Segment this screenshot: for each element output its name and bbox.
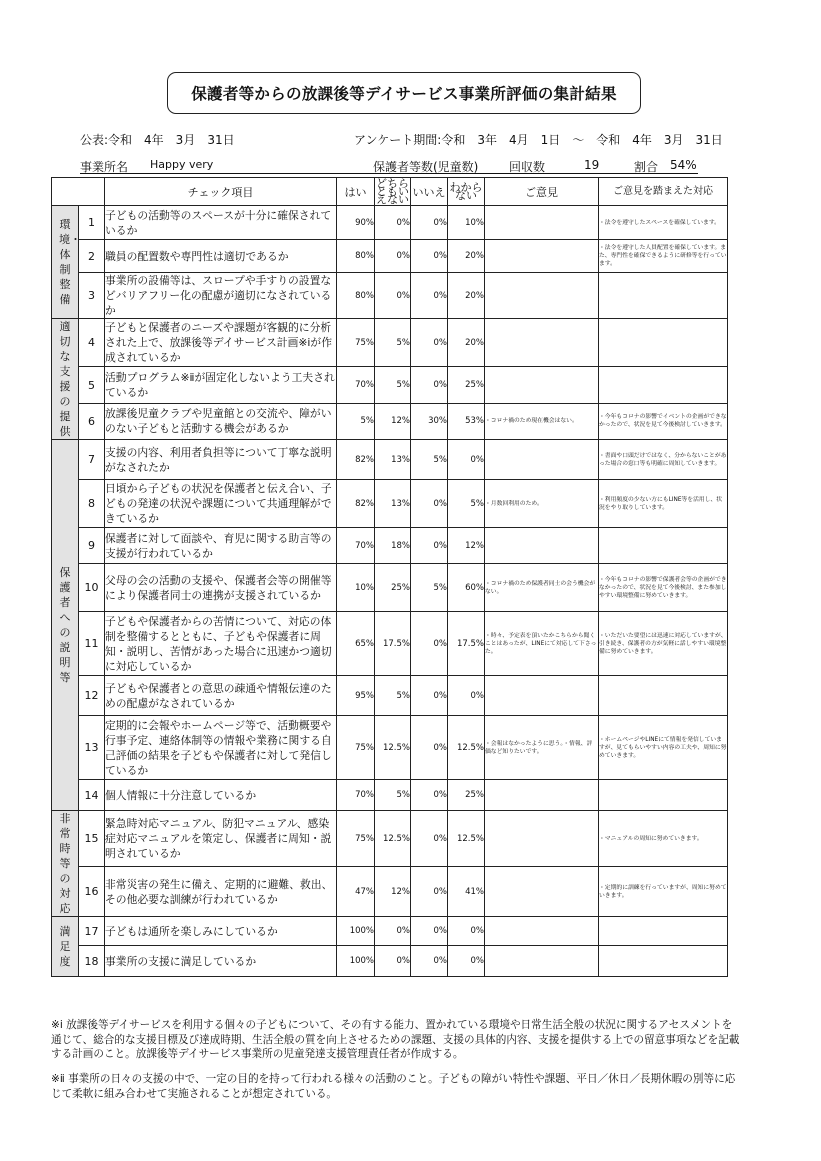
yes-percent: 82% xyxy=(337,480,375,528)
publication-date: 公表:令和 4年 3月 31日 xyxy=(80,133,235,147)
neutral-percent: 0% xyxy=(375,273,411,319)
meta-underline xyxy=(80,173,698,174)
note-2: ※ⅱ 事業所の日々の支援の中で、一定の目的を持って行われる様々の活動のこと。子どもの障がい特性や課題、平日／休日／長期休暇の別等に応じて柔軟に組み合わせて実施されることが想定されている。 xyxy=(51,1073,736,1100)
neutral-percent: 12% xyxy=(375,867,411,917)
unknown-percent: 12.5% xyxy=(448,716,485,780)
opinion-text xyxy=(485,676,599,716)
unknown-percent: 17.5% xyxy=(448,612,485,676)
no-percent: 0% xyxy=(411,946,448,977)
guardians-label: 保護者等数(児童数) xyxy=(373,160,479,174)
item-number: 16 xyxy=(79,867,105,917)
header-row xyxy=(52,178,728,206)
category-text: 非常時等の対応 xyxy=(59,812,71,915)
unknown-percent: 10% xyxy=(448,206,485,240)
header-response: ご意見を踏まえた対応 xyxy=(599,178,728,206)
category-text: 満足度 xyxy=(59,925,71,968)
opinion-text xyxy=(485,811,599,867)
collected-value: 19 xyxy=(584,158,600,172)
opinion-text xyxy=(485,917,599,946)
item-number: 9 xyxy=(79,528,105,564)
item-text: 日頃から子どもの状況を保護者と伝え合い、子どもの発達の状況や課題について共通理解ができているか xyxy=(105,480,337,528)
yes-percent: 65% xyxy=(337,612,375,676)
response-text: ・法令を遵守した人員配置を確保しています。また、専門性を確保できるように研修等を行っています。 xyxy=(599,240,728,273)
neutral-percent: 18% xyxy=(375,528,411,564)
neutral-percent: 17.5% xyxy=(375,612,411,676)
header-corner xyxy=(52,178,105,206)
yes-percent: 80% xyxy=(337,273,375,319)
neutral-percent: 0% xyxy=(375,917,411,946)
no-percent: 5% xyxy=(411,564,448,612)
no-percent: 30% xyxy=(411,403,448,439)
unknown-percent: 60% xyxy=(448,564,485,612)
category-label xyxy=(52,319,79,440)
item-number: 4 xyxy=(79,319,105,367)
opinion-text xyxy=(485,273,599,319)
yes-percent: 75% xyxy=(337,716,375,780)
item-number: 10 xyxy=(79,564,105,612)
unknown-percent: 20% xyxy=(448,273,485,319)
table-row xyxy=(52,440,728,480)
item-number: 14 xyxy=(79,780,105,811)
yes-percent: 5% xyxy=(337,403,375,439)
no-percent: 0% xyxy=(411,240,448,273)
category-text: 保護者への説明等 xyxy=(59,566,71,684)
neutral-percent: 5% xyxy=(375,319,411,367)
unknown-percent: 0% xyxy=(448,946,485,977)
opinion-text xyxy=(485,867,599,917)
no-percent: 5% xyxy=(411,440,448,480)
table-row xyxy=(52,403,728,439)
table-row xyxy=(52,780,728,811)
item-number: 15 xyxy=(79,811,105,867)
item-number: 8 xyxy=(79,480,105,528)
no-percent: 0% xyxy=(411,867,448,917)
yes-percent: 70% xyxy=(337,528,375,564)
yes-percent: 100% xyxy=(337,917,375,946)
neutral-percent: 5% xyxy=(375,367,411,403)
opinion-text: ・月数回利用のため。 xyxy=(485,480,599,528)
item-text: 子どもの活動等のスペースが十分に確保されているか xyxy=(105,206,337,240)
item-number: 6 xyxy=(79,403,105,439)
item-text: 緊急時対応マニュアル、防犯マニュアル、感染症対応マニュアルを策定し、保護者に周知・説明されているか xyxy=(105,811,337,867)
item-text: 支援の内容、利用者負担等について丁寧な説明がなされたか xyxy=(105,440,337,480)
yes-percent: 90% xyxy=(337,206,375,240)
response-text: ・定期的に訓練を行っていますが、周知に努めていきます。 xyxy=(599,867,728,917)
response-text: ・ホームページやLINEにて情報を発信していますが、見てもらいやすい内容の工夫や、周知に努めていきます。 xyxy=(599,716,728,780)
yes-percent: 95% xyxy=(337,676,375,716)
table-row xyxy=(52,716,728,780)
table-row xyxy=(52,612,728,676)
item-text: 子どもと保護者のニーズや課題が客観的に分析された上で、放課後等デイサービス計画※ⅰが作成されているか xyxy=(105,319,337,367)
facility-label: 事業所名 xyxy=(80,160,129,174)
item-text: 子どもや保護者からの苦情について、対応の体制を整備するとともに、子どもや保護者に周知・説明し、苦情があった場合に迅速かつ適切に対応しているか xyxy=(105,612,337,676)
header-neutral: どちらともいえない xyxy=(376,176,409,206)
unknown-percent: 41% xyxy=(448,867,485,917)
item-text: 活動プログラム※ⅱが固定化しないよう工夫されているか xyxy=(105,367,337,403)
table-row xyxy=(52,206,728,240)
category-label xyxy=(52,917,79,977)
response-text: ・いただいた要望には迅速に対応していますが、引き続き、保護者の方が気軽に話しやすい環境整備に努めていきます。 xyxy=(599,612,728,676)
item-text: 子どもや保護者との意思の疎通や情報伝達のための配慮がなされているか xyxy=(105,676,337,716)
neutral-percent: 13% xyxy=(375,480,411,528)
no-percent: 0% xyxy=(411,319,448,367)
rate-label: 割合 xyxy=(634,160,659,174)
no-percent: 0% xyxy=(411,780,448,811)
response-text: ・今年もコロナの影響で保護者会等の企画ができなかったので、状況を見て今後検討、また参加しやすい環境整備に努めていきます。 xyxy=(599,564,728,612)
unknown-percent: 20% xyxy=(448,240,485,273)
yes-percent: 75% xyxy=(337,811,375,867)
item-number: 12 xyxy=(79,676,105,716)
table-row xyxy=(52,240,728,273)
opinion-text xyxy=(485,319,599,367)
unknown-percent: 12.5% xyxy=(448,811,485,867)
response-text xyxy=(599,367,728,403)
neutral-percent: 5% xyxy=(375,676,411,716)
header-opinion: ご意見 xyxy=(485,178,599,206)
item-number: 1 xyxy=(79,206,105,240)
unknown-percent: 12% xyxy=(448,528,485,564)
no-percent: 0% xyxy=(411,273,448,319)
collected-label: 回収数 xyxy=(509,160,546,174)
response-text xyxy=(599,917,728,946)
opinion-text xyxy=(485,240,599,273)
category-text: 環境・体制整備 xyxy=(59,218,81,306)
item-number: 3 xyxy=(79,273,105,319)
unknown-percent: 5% xyxy=(448,480,485,528)
neutral-percent: 12% xyxy=(375,403,411,439)
table-row xyxy=(52,480,728,528)
category-label xyxy=(52,811,79,917)
category-label xyxy=(52,440,79,811)
survey-period: アンケート期間:令和 3年 4月 1日 ～ 令和 4年 3月 31日 xyxy=(354,133,723,147)
table-row xyxy=(52,319,728,367)
neutral-percent: 5% xyxy=(375,780,411,811)
note-1: ※ⅰ 放課後等デイサービスを利用する個々の子どもについて、その有する能力、置かれている環境や日常生活全般の状況に関するアセスメントを通じて、総合的な支援目標及び達成時期、生活全般の質を向上させるための課題、支援の具体的内容、支援を提供する上での留意事項などを記載する計画のこと。放課後等デイサービス事業所の児童発達支援管理責任者が作成する。 xyxy=(51,1019,740,1060)
unknown-percent: 20% xyxy=(448,319,485,367)
table-row xyxy=(52,273,728,319)
item-text: 保護者に対して面談や、育児に関する助言等の支援が行われているか xyxy=(105,528,337,564)
header-item: チェック項目 xyxy=(105,178,337,206)
opinion-text xyxy=(485,440,599,480)
yes-percent: 80% xyxy=(337,240,375,273)
response-text xyxy=(599,273,728,319)
item-number: 7 xyxy=(79,440,105,480)
item-number: 11 xyxy=(79,612,105,676)
response-text: ・マニュアルの周知に努めていきます。 xyxy=(599,811,728,867)
opinion-text: ・コロナ禍のため現在機会はない。 xyxy=(485,403,599,439)
table-row xyxy=(52,811,728,867)
page-title: 保護者等からの放課後等デイサービス事業所評価の集計結果 xyxy=(167,72,641,114)
no-percent: 0% xyxy=(411,716,448,780)
no-percent: 0% xyxy=(411,206,448,240)
item-text: 父母の会の活動の支援や、保護者会等の開催等により保護者同士の連携が支援されているか xyxy=(105,564,337,612)
opinion-text: ・時々、予定表を頂いたかこちらから聞くことはあったが、LINEにて対応して下さった。 xyxy=(485,612,599,676)
item-number: 13 xyxy=(79,716,105,780)
item-number: 5 xyxy=(79,367,105,403)
item-text: 個人情報に十分注意しているか xyxy=(105,780,337,811)
opinion-text xyxy=(485,528,599,564)
table-row xyxy=(52,676,728,716)
item-text: 子どもは通所を楽しみにしているか xyxy=(105,917,337,946)
no-percent: 0% xyxy=(411,480,448,528)
yes-percent: 47% xyxy=(337,867,375,917)
response-text xyxy=(599,780,728,811)
opinion-text: ・会報はなかったように思う。・情報、評価など知りたいです。 xyxy=(485,716,599,780)
response-text: ・書面や口頭だけではなく、分からないことがあった場合の窓口等も明確に周知していきます。 xyxy=(599,440,728,480)
neutral-percent: 0% xyxy=(375,946,411,977)
opinion-text xyxy=(485,206,599,240)
item-text: 事業所の支援に満足しているか xyxy=(105,946,337,977)
neutral-percent: 12.5% xyxy=(375,716,411,780)
neutral-percent: 25% xyxy=(375,564,411,612)
header-no: いいえ xyxy=(411,178,448,206)
item-text: 放課後児童クラブや児童館との交流や、障がいのない子どもと活動する機会があるか xyxy=(105,403,337,439)
header-yes: はい xyxy=(337,178,375,206)
rate-value: 54% xyxy=(670,158,697,172)
facility-name: Happy very xyxy=(150,158,214,171)
yes-percent: 100% xyxy=(337,946,375,977)
response-text xyxy=(599,528,728,564)
neutral-percent: 13% xyxy=(375,440,411,480)
opinion-text xyxy=(485,780,599,811)
unknown-percent: 25% xyxy=(448,780,485,811)
table-row xyxy=(52,946,728,977)
item-number: 18 xyxy=(79,946,105,977)
unknown-percent: 0% xyxy=(448,676,485,716)
response-text xyxy=(599,676,728,716)
no-percent: 0% xyxy=(411,811,448,867)
item-text: 職員の配置数や専門性は適切であるか xyxy=(105,240,337,273)
category-label xyxy=(52,206,79,319)
item-text: 非常災害の発生に備え、定期的に避難、救出、その他必要な訓練が行われているか xyxy=(105,867,337,917)
response-text xyxy=(599,946,728,977)
header-unknown: わからない xyxy=(448,178,485,206)
item-number: 2 xyxy=(79,240,105,273)
table-row xyxy=(52,367,728,403)
neutral-percent: 0% xyxy=(375,206,411,240)
response-text xyxy=(599,319,728,367)
unknown-percent: 0% xyxy=(448,917,485,946)
unknown-percent: 53% xyxy=(448,403,485,439)
no-percent: 0% xyxy=(411,917,448,946)
table-row xyxy=(52,917,728,946)
table-row xyxy=(52,528,728,564)
response-text: ・今年もコロナの影響でイベントの企画ができなかったので、状況を見て今後検討していきます。 xyxy=(599,403,728,439)
opinion-text: ・コロナ禍のため保護者同士の会う機会がない。 xyxy=(485,564,599,612)
yes-percent: 70% xyxy=(337,780,375,811)
item-number: 17 xyxy=(79,917,105,946)
no-percent: 0% xyxy=(411,676,448,716)
unknown-percent: 25% xyxy=(448,367,485,403)
yes-percent: 75% xyxy=(337,319,375,367)
yes-percent: 82% xyxy=(337,440,375,480)
neutral-percent: 12.5% xyxy=(375,811,411,867)
category-text: 適切な支援の提供 xyxy=(59,320,71,438)
table-row xyxy=(52,564,728,612)
yes-percent: 10% xyxy=(337,564,375,612)
opinion-text xyxy=(485,946,599,977)
yes-percent: 70% xyxy=(337,367,375,403)
opinion-text xyxy=(485,367,599,403)
no-percent: 0% xyxy=(411,367,448,403)
item-text: 事業所の設備等は、スロープや手すりの設置などバリアフリー化の配慮が適切になされているか xyxy=(105,273,337,319)
no-percent: 0% xyxy=(411,528,448,564)
item-text: 定期的に会報やホームページ等で、活動概要や行事予定、連絡体制等の情報や業務に関する自己評価の結果を子どもや保護者に対して発信しているか xyxy=(105,716,337,780)
table-row xyxy=(52,867,728,917)
evaluation-table xyxy=(51,177,728,977)
response-text: ・利用頻度の少ない方にもLINE等を活用し、状況をやり取りしています。 xyxy=(599,480,728,528)
unknown-percent: 0% xyxy=(448,440,485,480)
neutral-percent: 0% xyxy=(375,240,411,273)
response-text: ・法令を遵守したスペースを確保しています。 xyxy=(599,206,728,240)
no-percent: 0% xyxy=(411,612,448,676)
